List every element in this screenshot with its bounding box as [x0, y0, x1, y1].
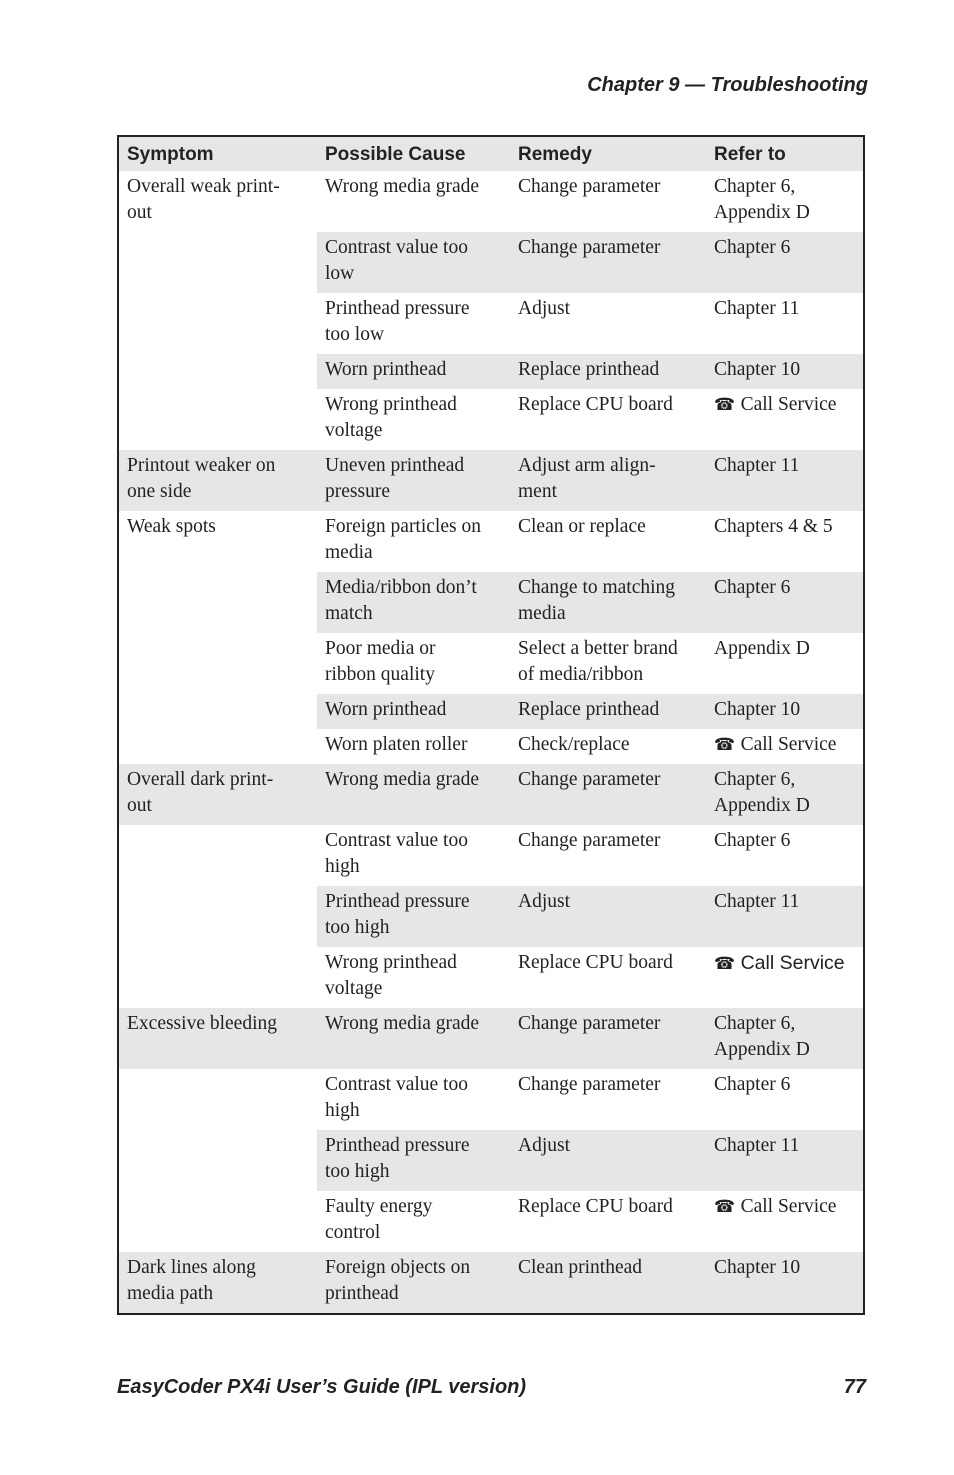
table-row: [119, 1252, 863, 1313]
symptom-cell: Overall weak print- out: [127, 176, 280, 223]
refer-cell: [706, 572, 863, 633]
table-row: [119, 232, 863, 293]
refer-text: Chapter 6: [714, 1074, 791, 1095]
refer-cell: [706, 1130, 863, 1191]
remedy-cell: Change parameter: [518, 1074, 661, 1095]
refer-cell: [706, 293, 863, 354]
cause-cell: Printhead pressure too high: [317, 886, 510, 947]
refer-cell: [706, 1191, 863, 1252]
cause-cell: Media/ribbon don’t match: [317, 572, 510, 633]
remedy-cell: Select a better brand of media/ribbon: [518, 638, 678, 685]
refer-cell: [706, 694, 863, 729]
phone-icon: ☎: [714, 1197, 741, 1217]
table-row: [119, 389, 863, 450]
table-row: [119, 171, 863, 232]
remedy-cell: Change parameter: [510, 764, 706, 825]
remedy-cell: Clean printhead: [510, 1252, 706, 1313]
refer-cell: [706, 886, 863, 947]
remedy-cell: Change parameter: [518, 176, 661, 197]
symptom-cell: Excessive bleeding: [119, 1008, 317, 1069]
refer-cell: [706, 825, 863, 886]
chapter-header: Chapter 9 — Troubleshooting: [587, 74, 868, 96]
remedy-cell: Adjust: [510, 886, 706, 947]
cause-cell: Foreign objects on printhead: [317, 1252, 510, 1313]
symptom-cell: Printout weaker on one side: [119, 450, 317, 511]
refer-text: Chapter 6, Appendix D: [714, 176, 810, 223]
refer-text: Chapter 11: [714, 298, 800, 319]
symptom-cell: Weak spots: [127, 516, 216, 537]
table-row: [119, 572, 863, 633]
remedy-cell: Clean or replace: [518, 516, 646, 537]
table-row: [119, 354, 863, 389]
refer-text: Chapter 11: [714, 455, 800, 476]
remedy-cell: Change parameter: [510, 232, 706, 293]
refer-cell: [706, 171, 863, 232]
cause-cell: Foreign particles on media: [325, 516, 481, 563]
cause-cell: Contrast value too low: [317, 232, 510, 293]
refer-cell: [706, 1252, 863, 1313]
refer-cell: [706, 1069, 863, 1130]
table-row: [119, 1130, 863, 1191]
phone-icon: ☎: [714, 735, 741, 755]
table-header-row: [119, 137, 863, 171]
table-row: [119, 694, 863, 729]
refer-cell: [706, 354, 863, 389]
refer-text: Chapter 11: [714, 1135, 800, 1156]
refer-text: Chapter 10: [714, 699, 801, 720]
refer-cell: [706, 947, 863, 1008]
symptom-cell: [119, 694, 317, 729]
refer-text: Chapters 4 & 5: [714, 516, 833, 537]
symptom-cell: [119, 886, 317, 947]
table-row: [119, 1008, 863, 1069]
cause-cell: Printhead pressure too high: [317, 1130, 510, 1191]
phone-icon: ☎: [714, 954, 741, 974]
cause-cell: Worn printhead: [317, 354, 510, 389]
table-row: [119, 633, 863, 694]
table-row: [119, 1069, 863, 1130]
table-row: [119, 764, 863, 825]
remedy-cell: Replace CPU board: [518, 1196, 673, 1217]
refer-cell: [706, 450, 863, 511]
remedy-cell: Check/replace: [518, 734, 630, 755]
cause-cell: Faulty energy control: [325, 1196, 433, 1243]
symptom-cell: [119, 354, 317, 389]
refer-text: Chapter 10: [714, 1257, 801, 1278]
cause-cell: Wrong printhead voltage: [325, 394, 457, 441]
remedy-cell: Replace printhead: [510, 354, 706, 389]
refer-cell: [706, 1008, 863, 1069]
refer-text: Chapter 6, Appendix D: [714, 1013, 810, 1060]
refer-cell: [706, 511, 863, 572]
symptom-cell: [119, 232, 317, 293]
cause-cell: Printhead pressure too low: [325, 298, 470, 345]
footer-title: EasyCoder PX4i User’s Guide (IPL version): [117, 1376, 527, 1398]
table-row: [119, 450, 863, 511]
symptom-cell: [119, 947, 317, 1008]
table-row: [119, 825, 863, 886]
cause-cell: Wrong media grade: [317, 1008, 510, 1069]
symptom-cell: [119, 1130, 317, 1191]
refer-text: Call Service: [740, 952, 845, 974]
refer-cell: [706, 633, 863, 694]
cause-cell: Wrong printhead voltage: [325, 952, 457, 999]
remedy-cell: Replace printhead: [510, 694, 706, 729]
cause-cell: Worn printhead: [317, 694, 510, 729]
symptom-cell: [119, 1191, 317, 1252]
refer-cell: [706, 232, 863, 293]
refer-cell: [706, 389, 863, 450]
refer-text: Chapter 6: [714, 237, 791, 258]
remedy-cell: Change to matching media: [510, 572, 706, 633]
refer-cell: [706, 729, 863, 764]
column-header-remedy: Remedy: [510, 137, 706, 171]
cause-cell: Uneven printhead pressure: [317, 450, 510, 511]
refer-text: Chapter 6: [714, 830, 791, 851]
symptom-cell: Dark lines along media path: [119, 1252, 317, 1313]
refer-text: Appendix D: [714, 638, 810, 659]
refer-text: Chapter 10: [714, 359, 801, 380]
page-number: 77: [843, 1376, 866, 1398]
column-header-symptom: Symptom: [119, 137, 317, 171]
cause-cell: Wrong media grade: [325, 176, 480, 197]
remedy-cell: Change parameter: [510, 1008, 706, 1069]
remedy-cell: Replace CPU board: [518, 394, 673, 415]
remedy-cell: Adjust: [518, 298, 571, 319]
symptom-cell: [119, 633, 317, 694]
column-header-possible-cause: Possible Cause: [317, 137, 510, 171]
symptom-cell: [119, 825, 317, 886]
remedy-cell: Adjust arm align- ment: [510, 450, 706, 511]
refer-text: Call Service: [740, 394, 837, 415]
refer-text: Chapter 11: [714, 891, 800, 912]
troubleshooting-table: [117, 135, 865, 1315]
table-row: [119, 1191, 863, 1252]
remedy-cell: Adjust: [510, 1130, 706, 1191]
symptom-cell: [119, 1069, 317, 1130]
cause-cell: Worn platen roller: [325, 734, 468, 755]
refer-text: Call Service: [740, 1196, 837, 1217]
remedy-cell: Replace CPU board: [518, 952, 673, 973]
symptom-cell: Overall dark print- out: [119, 764, 317, 825]
symptom-cell: [119, 572, 317, 633]
cause-cell: Contrast value too high: [325, 1074, 468, 1121]
remedy-cell: Change parameter: [518, 830, 661, 851]
symptom-cell: [119, 729, 317, 764]
refer-text: Call Service: [740, 734, 837, 755]
table-row: [119, 511, 863, 572]
column-header-refer-to: Refer to: [706, 137, 863, 171]
phone-icon: ☎: [714, 395, 741, 415]
refer-cell: [706, 764, 863, 825]
symptom-cell: [119, 293, 317, 354]
refer-text: Chapter 6, Appendix D: [714, 769, 810, 816]
symptom-cell: [119, 389, 317, 450]
cause-cell: Contrast value too high: [325, 830, 468, 877]
table-row: [119, 729, 863, 764]
refer-text: Chapter 6: [714, 577, 791, 598]
cause-cell: Wrong media grade: [317, 764, 510, 825]
table-row: [119, 947, 863, 1008]
table-row: [119, 886, 863, 947]
table-row: [119, 293, 863, 354]
cause-cell: Poor media or ribbon quality: [325, 638, 436, 685]
